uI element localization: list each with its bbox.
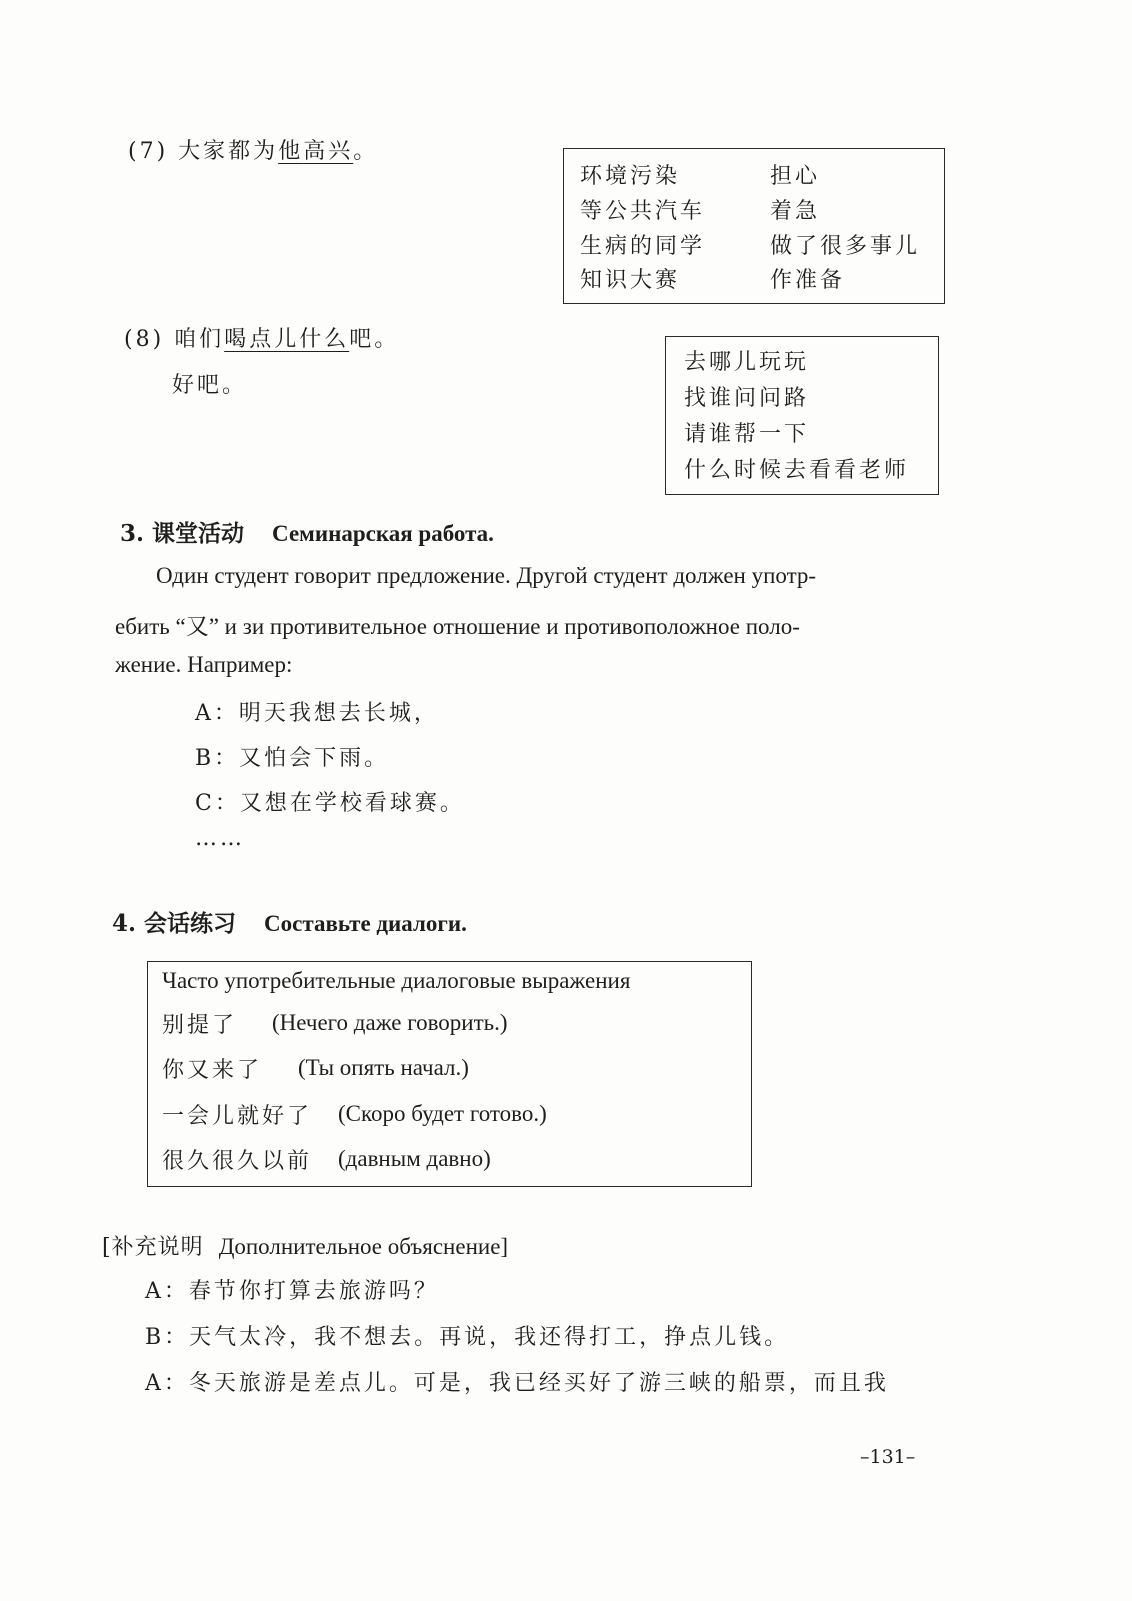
phrase-cn: 一会儿就好了: [162, 1104, 313, 1129]
phrase-ru: (Нечего даже говорить.): [272, 1010, 508, 1035]
option: 请谁帮一下: [684, 422, 810, 447]
supplement-title: [补充说明 Дополнительное объяснение]: [102, 1234, 509, 1260]
dialogue-line: A：冬天旅游是差点儿。可是，我已经买好了游三峡的船票，而且我: [145, 1371, 889, 1396]
exercise-8-options-box: [665, 336, 939, 495]
section-3-paragraph-line: ебить “又” и зи противительное отношение и противоположное поло-: [115, 614, 800, 639]
section-3-paragraph-line: жение. Например:: [115, 652, 293, 677]
example-ellipsis: ……: [195, 826, 245, 851]
exercise-number: (8): [124, 327, 165, 352]
exercise-7-options-box: [563, 148, 945, 304]
section-4-heading: 4. 会话练习 Составьте диалоги.: [112, 910, 467, 937]
phrase-cn: 很久很久以前: [162, 1149, 313, 1174]
example-line: B：又怕会下雨。: [195, 746, 390, 771]
box-title: Часто употребительные диалоговые выражения: [162, 968, 631, 993]
underlined-phrase: 喝点儿什么: [224, 327, 350, 352]
option-left: 环境污染: [580, 164, 681, 189]
phrase-ru: (давным давно): [338, 1146, 491, 1171]
dialogue-phrases-box: [147, 961, 752, 1187]
exercise-number: (7): [128, 139, 169, 164]
underlined-phrase: 他: [278, 139, 304, 164]
phrase-ru: (Скоро будет готово.): [338, 1101, 547, 1126]
example-line: A：明天我想去长城，: [195, 701, 439, 726]
option-right: 作准备: [770, 268, 846, 293]
option-right: 着急: [770, 199, 821, 224]
dialogue-line: B：天气太冷，我不想去。再说，我还得打工，挣点儿钱。: [145, 1325, 790, 1350]
underlined-phrase: 高兴: [303, 139, 354, 164]
option: 去哪儿玩玩: [684, 350, 810, 375]
section-3-heading: 3. 课堂活动 Семинарская работа.: [120, 520, 494, 547]
phrase-cn: 别提了: [162, 1013, 238, 1038]
dialogue-line: A：春节你打算去旅游吗？: [145, 1279, 439, 1304]
option-right: 担心: [770, 164, 821, 189]
section-3-paragraph-line: Один студент говорит предложение. Другой студент должен употр-: [156, 563, 817, 588]
option: 找谁问问路: [684, 386, 810, 411]
phrase-cn: 你又来了: [162, 1058, 263, 1083]
option-left: 知识大赛: [580, 268, 681, 293]
option: 什么时候去看看老师: [684, 458, 910, 483]
option-left: 生病的同学: [580, 234, 706, 259]
exercise-8-sentence: (8) 咱们喝点儿什么吧。: [124, 327, 400, 352]
option-left: 等公共汽车: [580, 199, 706, 224]
phrase-ru: (Ты опять начал.): [298, 1055, 469, 1080]
option-right: 做了很多事儿: [770, 234, 921, 259]
page-number: –131–: [860, 1446, 916, 1468]
exercise-7-sentence: (7) 大家都为他高兴。: [128, 139, 379, 164]
exercise-8-answer: 好吧。: [172, 373, 248, 398]
example-line: C：又想在学校看球赛。: [195, 791, 465, 816]
